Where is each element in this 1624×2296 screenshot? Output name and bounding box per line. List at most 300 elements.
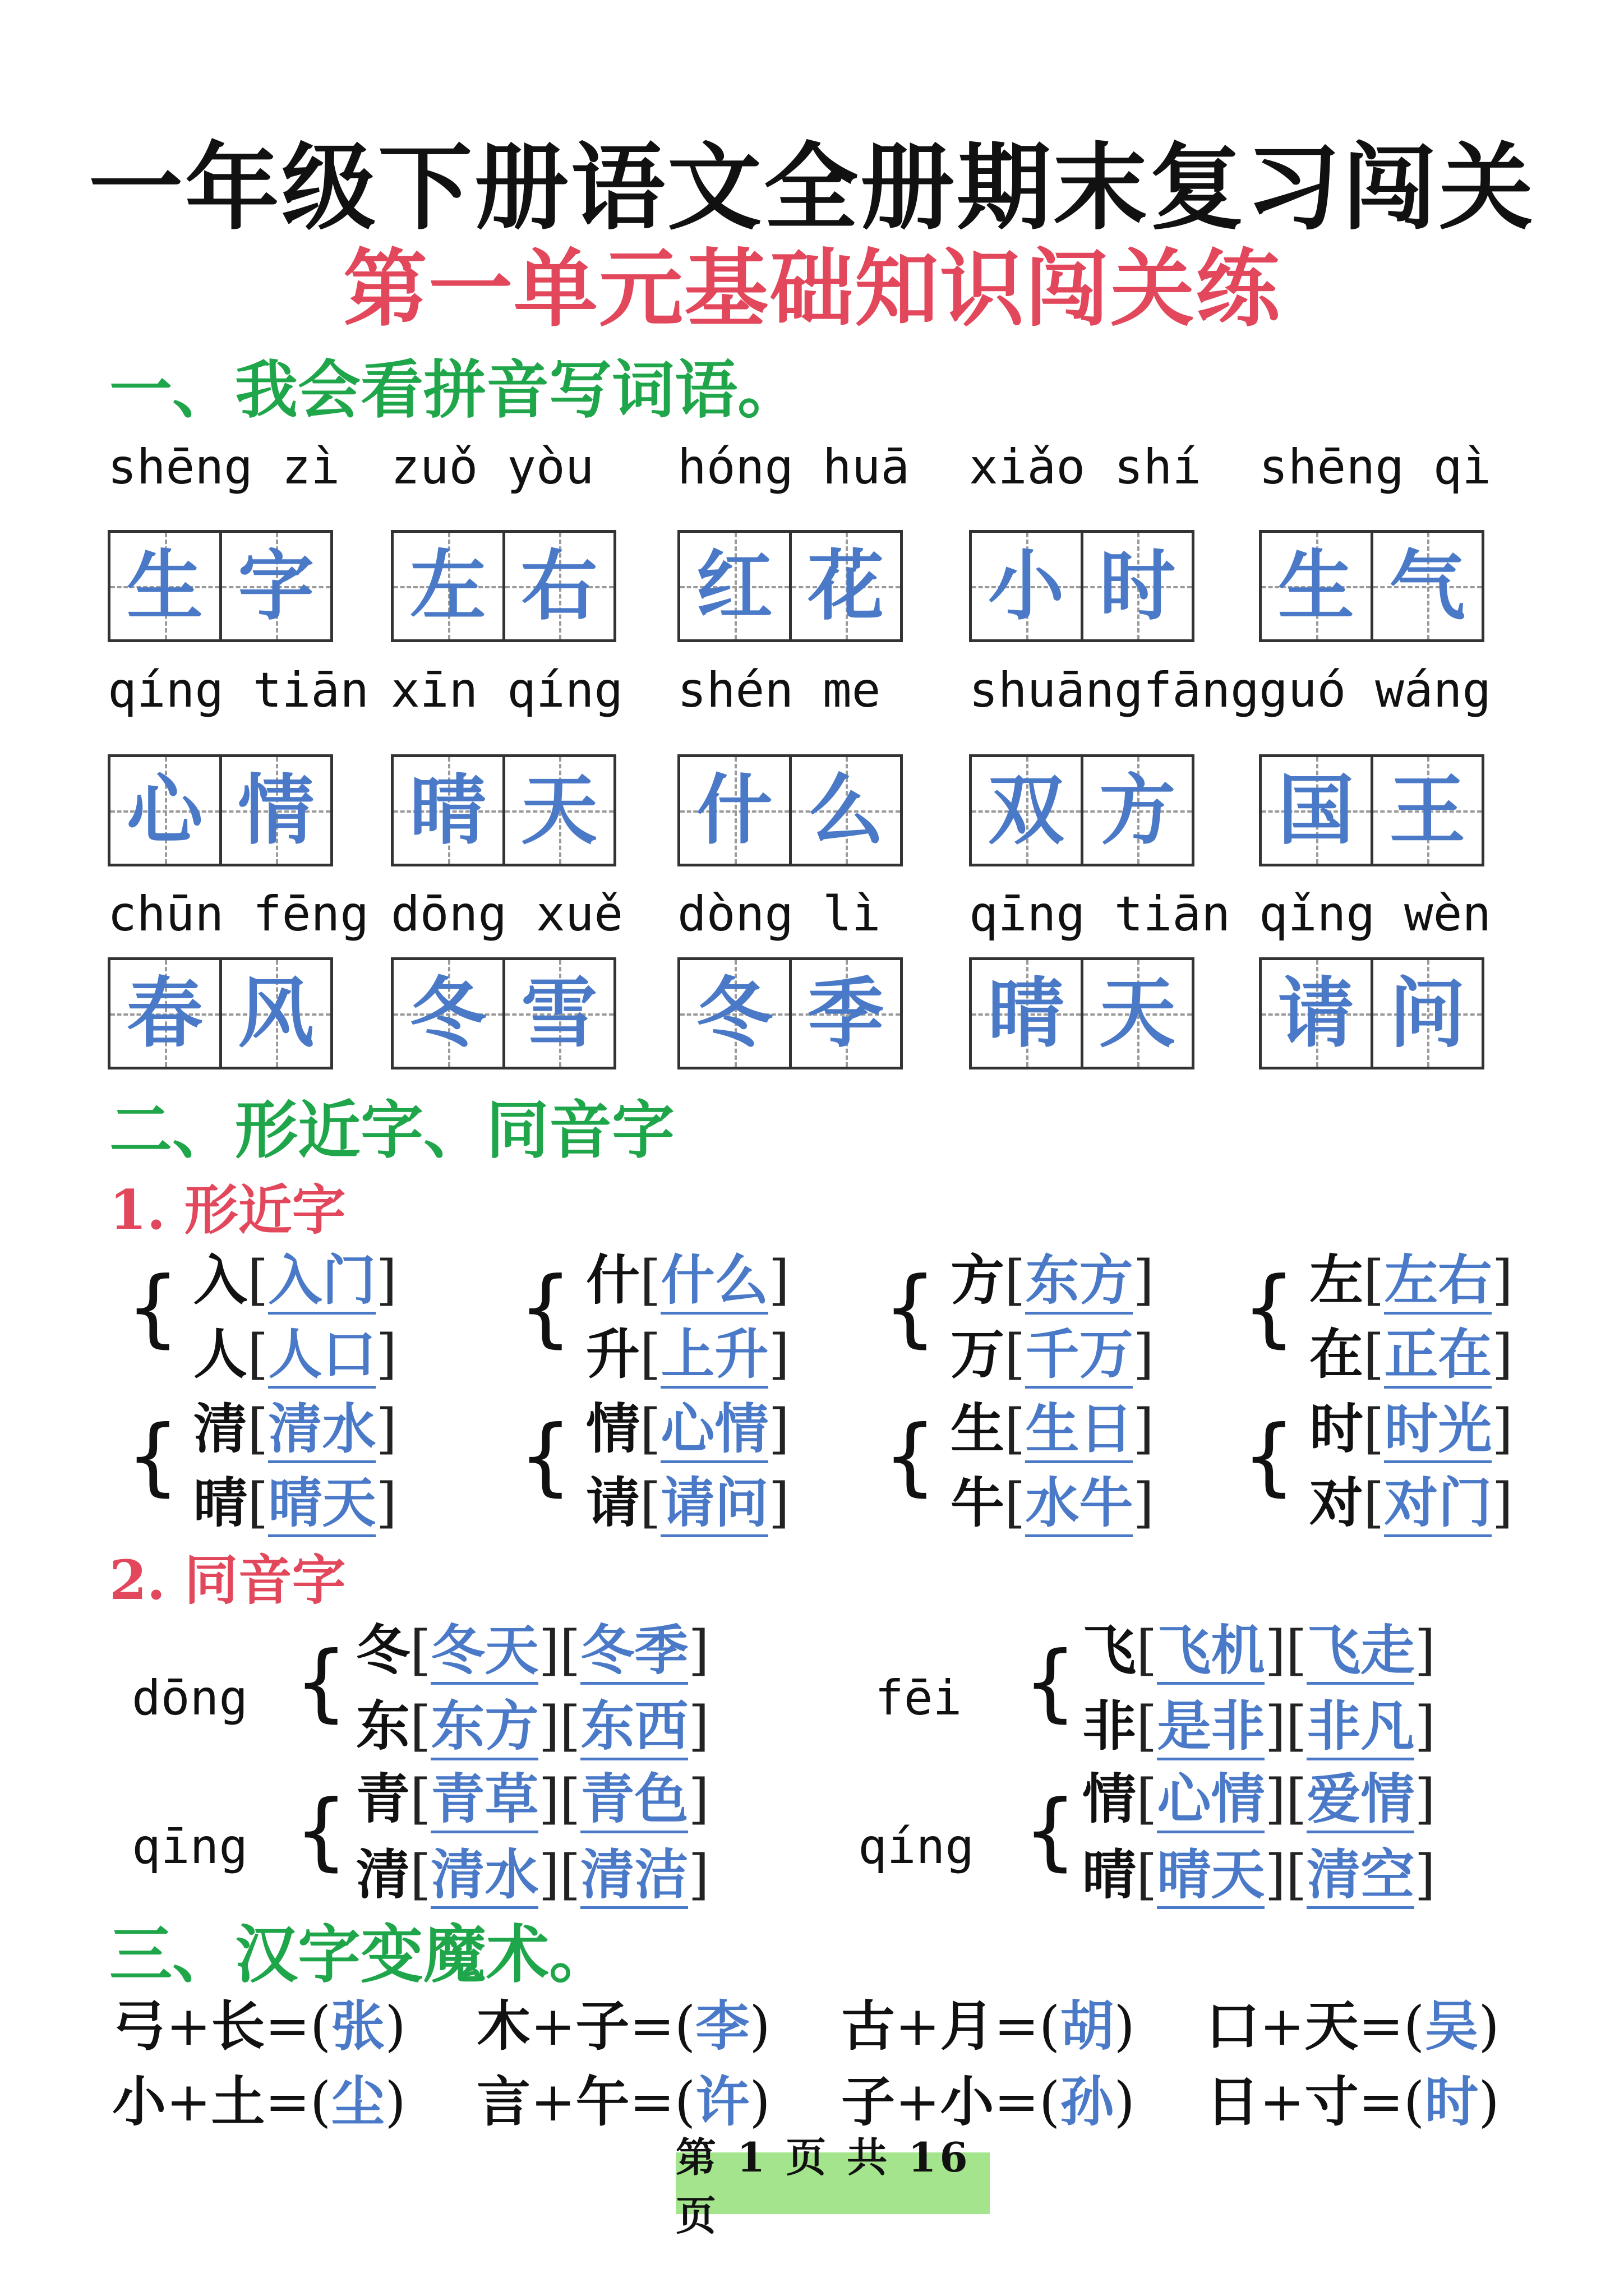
plus-sign: + [895,2071,940,2133]
similar-char-item [1309,1322,1513,1386]
homophones-heading: 2. 同音字 [109,1548,346,1612]
pinyin-label: shuāngfāng [969,662,1259,718]
word-box [108,530,333,642]
char: 情 [586,1397,640,1460]
char: 入 [193,1248,247,1312]
answer-char: 生 [1277,541,1354,631]
char: 东 [356,1694,410,1758]
answer-char: 时 [1424,2070,1479,2133]
char-cell [1371,757,1482,864]
bracket-close: ] [1414,1619,1436,1682]
char: 青 [356,1767,410,1831]
similar-char-item [586,1248,790,1312]
homophone-item [1082,1694,1436,1758]
char: 请 [586,1471,640,1534]
answer-word: 对门 [1384,1471,1492,1537]
bracket-open: [ [410,1768,431,1831]
char-cell [680,533,789,639]
char: 冬 [356,1619,410,1682]
char-cell [1081,960,1192,1067]
component-a: 小 [112,2070,166,2133]
answer-char: 季 [808,969,884,1058]
paren-close: ) [1478,1995,1500,2058]
component-a: 木 [477,1994,530,2058]
answer-word: 生日 [1025,1397,1133,1463]
answer-char: 冬 [696,969,773,1058]
pinyin-label: dòng lì [677,886,881,942]
component-a: 日 [1206,2070,1259,2133]
char-cell [110,960,219,1067]
brace-icon: { [126,1259,180,1357]
bracket-close: ] [1265,1843,1286,1906]
answer-char: 双 [988,766,1064,855]
word-box [1259,530,1484,642]
pinyin-label: shēng qì [1259,439,1492,495]
homophone-item [356,1767,709,1831]
paren-close: ) [1114,2071,1135,2133]
equals-open: =( [265,2071,331,2133]
bracket-close: ] [538,1768,560,1831]
answer-char: 孙 [1060,2070,1114,2133]
homophone-item [1082,1843,1436,1906]
bracket-close: ] [1492,1249,1513,1312]
char-cell [394,757,502,864]
brace-icon: { [1023,1782,1077,1880]
plus-sign: + [530,1995,576,2058]
char-cell [972,960,1081,1067]
char-cell [1371,960,1482,1067]
similar-char-item [193,1397,397,1460]
bracket-open: [ [1136,1768,1157,1831]
word-box [677,754,903,866]
answer-char: 方 [1099,766,1176,855]
bracket-open: [ [247,1472,269,1534]
char: 生 [951,1397,1004,1460]
component-b: 寸 [1304,2070,1359,2133]
bracket-open: [ [640,1249,661,1312]
answer-char: 雪 [521,969,598,1058]
answer-char: 右 [521,541,598,631]
word-box [677,530,903,642]
component-a: 言 [477,2070,530,2133]
component-b: 月 [940,1994,994,2058]
bracket-close: ] [1414,1695,1436,1758]
section1-heading: 一、我会看拼音写词语。 [109,353,800,427]
answer-char: 气 [1389,541,1466,631]
paren-close: ) [749,1995,771,2058]
char-cell [219,757,331,864]
bracket-open: [ [559,1843,581,1906]
pinyin-label: qǐng wèn [1259,886,1492,942]
bracket-open: [ [1136,1619,1157,1682]
pinyin-label: qíng tiān [108,662,369,718]
bracket-open: [ [559,1695,581,1758]
answer-word: 心情 [1157,1767,1265,1833]
bracket-open: [ [1136,1695,1157,1758]
answer-word: 冬季 [580,1619,688,1685]
char: 方 [951,1248,1004,1312]
equals-open: =( [1358,1995,1425,2058]
component-b: 长 [211,1994,265,2058]
answer-word: 左右 [1384,1248,1492,1315]
char: 时 [1309,1397,1363,1460]
similar-char-item [586,1397,790,1460]
similar-char-item [586,1322,790,1386]
bracket-close: ] [538,1695,560,1758]
plus-sign: + [895,1995,940,2058]
component-a: 弓 [112,1994,166,2058]
char-magic-item [841,2070,1135,2133]
bracket-close: ] [1265,1619,1286,1682]
pinyin-label: xiǎo shí [969,439,1202,495]
bracket-open: [ [559,1768,581,1831]
pinyin-label: qīng tiān [969,886,1230,942]
component-a: 子 [841,2070,895,2133]
component-b: 小 [940,2070,994,2133]
similar-char-item [1309,1248,1513,1312]
brace-icon: { [294,1634,348,1731]
homophone-pinyin: dōng [132,1670,248,1726]
plus-sign: + [166,1995,211,2058]
bracket-open: [ [1004,1323,1026,1386]
bracket-close: ] [1265,1768,1286,1831]
answer-char: 么 [808,766,884,855]
answer-word: 人口 [268,1322,376,1389]
bracket-open: [ [1004,1249,1026,1312]
word-box [391,754,616,866]
char-magic-item [1206,2070,1500,2133]
word-box [1259,754,1484,866]
bracket-close: ] [376,1398,397,1460]
similar-char-item [951,1248,1154,1312]
plus-sign: + [166,2071,211,2133]
bracket-open: [ [1363,1472,1385,1534]
answer-char: 红 [696,541,773,631]
equals-open: =( [994,2071,1060,2133]
similar-char-item [586,1471,790,1534]
bracket-open: [ [1285,1695,1307,1758]
bracket-open: [ [1136,1843,1157,1906]
answer-char: 什 [696,766,773,855]
unit-subtitle: 第一单元基础知识闯关练 [343,239,1281,338]
answer-word: 入门 [268,1248,376,1315]
page-title: 一年级下册语文全册期末复习闯关 [89,132,1535,243]
answer-word: 千万 [1025,1322,1133,1389]
pinyin-label: xīn qíng [391,662,624,718]
answer-char: 李 [695,1994,750,2058]
homophone-pinyin: qīng [132,1819,248,1875]
section2-heading: 二、形近字、同音字 [109,1094,675,1167]
bracket-close: ] [376,1323,397,1386]
answer-char: 许 [695,2070,750,2133]
answer-char: 冬 [409,969,486,1058]
char-magic-item [112,2070,406,2133]
char-cell [789,533,901,639]
char-magic-item [841,1994,1135,2058]
page-number: 第 1 页 共 16 页 [676,2152,990,2214]
answer-char: 胡 [1060,1994,1114,2058]
paren-close: ) [385,2071,406,2133]
similar-char-item [193,1248,397,1312]
homophone-item [356,1619,709,1682]
brace-icon: { [1242,1408,1296,1505]
bracket-open: [ [1285,1768,1307,1831]
bracket-close: ] [1133,1249,1154,1312]
char: 非 [1082,1694,1136,1758]
char-magic-item [1206,1994,1500,2058]
bracket-close: ] [768,1323,790,1386]
similar-char-item [1309,1471,1513,1534]
char-cell [789,757,901,864]
char-cell [1262,757,1371,864]
component-b: 午 [575,2070,630,2133]
answer-word: 飞走 [1307,1619,1414,1685]
pinyin-label: zuǒ yòu [391,439,594,495]
similar-char-item [951,1471,1154,1534]
char-cell [110,757,219,864]
bracket-close: ] [1492,1323,1513,1386]
char-cell [394,533,502,639]
char: 晴 [1082,1843,1136,1906]
bracket-open: [ [247,1398,269,1460]
answer-word: 冬天 [431,1619,538,1685]
char-magic-item [477,2070,771,2133]
word-box [391,957,616,1069]
answer-char: 字 [238,541,315,631]
bracket-open: [ [1285,1843,1307,1906]
char-cell [1262,960,1371,1067]
char-cell [219,533,331,639]
char-cell [219,960,331,1067]
equals-open: =( [629,1995,696,2058]
bracket-close: ] [1492,1472,1513,1534]
bracket-open: [ [640,1398,661,1460]
bracket-close: ] [1492,1398,1513,1460]
similar-char-item [1309,1397,1513,1460]
brace-icon: { [126,1408,180,1505]
plus-sign: + [1259,2071,1305,2133]
answer-char: 情 [238,766,315,855]
char: 人 [193,1322,247,1386]
bracket-close: ] [688,1843,709,1906]
brace-icon: { [519,1408,573,1505]
answer-word: 清水 [431,1843,538,1909]
pinyin-label: guó wáng [1259,662,1492,718]
equals-open: =( [994,1995,1060,2058]
answer-word: 非凡 [1307,1694,1414,1760]
bracket-open: [ [1363,1323,1385,1386]
answer-word: 清洁 [580,1843,688,1909]
answer-char: 左 [409,541,486,631]
homophone-item [1082,1767,1436,1831]
char: 左 [1309,1248,1363,1312]
char-cell [1371,533,1482,639]
bracket-open: [ [640,1323,661,1386]
answer-char: 生 [126,541,203,631]
pinyin-label: hóng huā [677,439,910,495]
plus-sign: + [530,2071,576,2133]
bracket-close: ] [376,1249,397,1312]
char-cell [972,757,1081,864]
char: 万 [951,1322,1004,1386]
answer-word: 水牛 [1025,1471,1133,1537]
similar-char-item [951,1322,1154,1386]
word-box [969,530,1194,642]
bracket-open: [ [410,1843,431,1906]
bracket-open: [ [1004,1472,1026,1534]
bracket-close: ] [376,1472,397,1534]
char: 什 [586,1248,640,1312]
char-cell [680,757,789,864]
paren-close: ) [1114,1995,1135,2058]
char-magic-item [477,1994,771,2058]
homophone-item [356,1694,709,1758]
answer-char: 小 [988,541,1064,631]
char: 牛 [951,1471,1004,1534]
char: 在 [1309,1322,1363,1386]
paren-close: ) [749,2071,771,2133]
bracket-open: [ [1363,1398,1385,1460]
bracket-open: [ [559,1619,581,1682]
brace-icon: { [1023,1634,1077,1731]
answer-word: 上升 [661,1322,768,1389]
bracket-close: ] [538,1619,560,1682]
char-cell [110,533,219,639]
component-b: 子 [575,1994,630,2058]
char: 飞 [1082,1619,1136,1682]
answer-word: 东方 [431,1694,538,1760]
word-box [969,957,1194,1069]
paren-close: ) [385,1995,406,2058]
word-box [969,754,1194,866]
answer-word: 时光 [1384,1397,1492,1463]
char: 升 [586,1322,640,1386]
similar-char-item [193,1471,397,1534]
answer-char: 晴 [409,766,486,855]
component-a: 古 [841,1994,895,2058]
bracket-open: [ [1004,1398,1026,1460]
answer-char: 尘 [331,2070,385,2133]
homophone-item [1082,1619,1436,1682]
equals-open: =( [1358,2071,1425,2133]
homophone-item [356,1843,709,1906]
answer-word: 清空 [1307,1843,1414,1909]
char: 清 [356,1843,410,1906]
bracket-close: ] [1414,1843,1436,1906]
char-cell [502,960,614,1067]
answer-word: 晴天 [268,1471,376,1537]
answer-char: 时 [1099,541,1176,631]
bracket-open: [ [247,1249,269,1312]
answer-word: 请问 [661,1471,768,1537]
word-box [108,957,333,1069]
answer-word: 东方 [1025,1248,1133,1315]
char-cell [1081,757,1192,864]
answer-char: 天 [521,766,598,855]
bracket-close: ] [768,1398,790,1460]
bracket-close: ] [768,1472,790,1534]
bracket-close: ] [1265,1695,1286,1758]
answer-word: 爱情 [1307,1767,1414,1833]
plus-sign: + [1259,1995,1305,2058]
brace-icon: { [883,1259,937,1357]
char-cell [1262,533,1371,639]
answer-char: 问 [1389,969,1466,1058]
brace-icon: { [294,1782,348,1880]
brace-icon: { [883,1408,937,1505]
answer-char: 风 [238,969,315,1058]
pinyin-label: shēng zì [108,439,340,495]
pinyin-label: shén me [677,662,881,718]
bracket-open: [ [410,1695,431,1758]
answer-word: 心情 [661,1397,768,1463]
paren-close: ) [1478,2071,1500,2133]
equals-open: =( [629,2071,696,2133]
bracket-close: ] [538,1843,560,1906]
bracket-open: [ [640,1472,661,1534]
similar-char-item [193,1322,397,1386]
char: 对 [1309,1471,1363,1534]
char: 晴 [193,1471,247,1534]
char: 情 [1082,1767,1136,1831]
pinyin-label: chūn fēng [108,886,369,942]
bracket-open: [ [1363,1249,1385,1312]
similar-chars-heading: 1. 形近字 [109,1178,346,1242]
char-magic-item [112,1994,406,2058]
component-b: 土 [211,2070,265,2133]
bracket-open: [ [410,1619,431,1682]
answer-char: 张 [331,1994,385,2058]
char-cell [1081,533,1192,639]
answer-word: 清水 [268,1397,376,1463]
answer-char: 晴 [988,969,1064,1058]
answer-word: 晴天 [1157,1843,1265,1909]
equals-open: =( [265,1995,331,2058]
section3-heading: 三、汉字变魔术。 [109,1918,612,1991]
char-cell [972,533,1081,639]
bracket-close: ] [688,1619,709,1682]
homophone-pinyin: qíng [858,1819,975,1875]
char-cell [502,533,614,639]
answer-char: 花 [808,541,884,631]
answer-char: 吴 [1424,1994,1479,2058]
char-cell [680,960,789,1067]
answer-word: 是非 [1157,1694,1265,1760]
answer-char: 心 [126,766,203,855]
component-a: 口 [1206,1994,1259,2058]
word-box [108,754,333,866]
answer-char: 国 [1277,766,1354,855]
answer-word: 正在 [1384,1322,1492,1389]
answer-word: 什么 [661,1248,768,1315]
answer-word: 东西 [580,1694,688,1760]
pinyin-label: dōng xuě [391,886,624,942]
bracket-close: ] [688,1768,709,1831]
bracket-close: ] [688,1695,709,1758]
answer-char: 天 [1099,969,1176,1058]
bracket-close: ] [1133,1398,1154,1460]
similar-char-item [951,1397,1154,1460]
char-cell [789,960,901,1067]
word-box [391,530,616,642]
bracket-close: ] [1133,1472,1154,1534]
bracket-close: ] [1414,1768,1436,1831]
bracket-close: ] [768,1249,790,1312]
homophone-pinyin: fēi [875,1670,962,1726]
word-box [677,957,903,1069]
char-cell [394,960,502,1067]
char: 清 [193,1397,247,1460]
